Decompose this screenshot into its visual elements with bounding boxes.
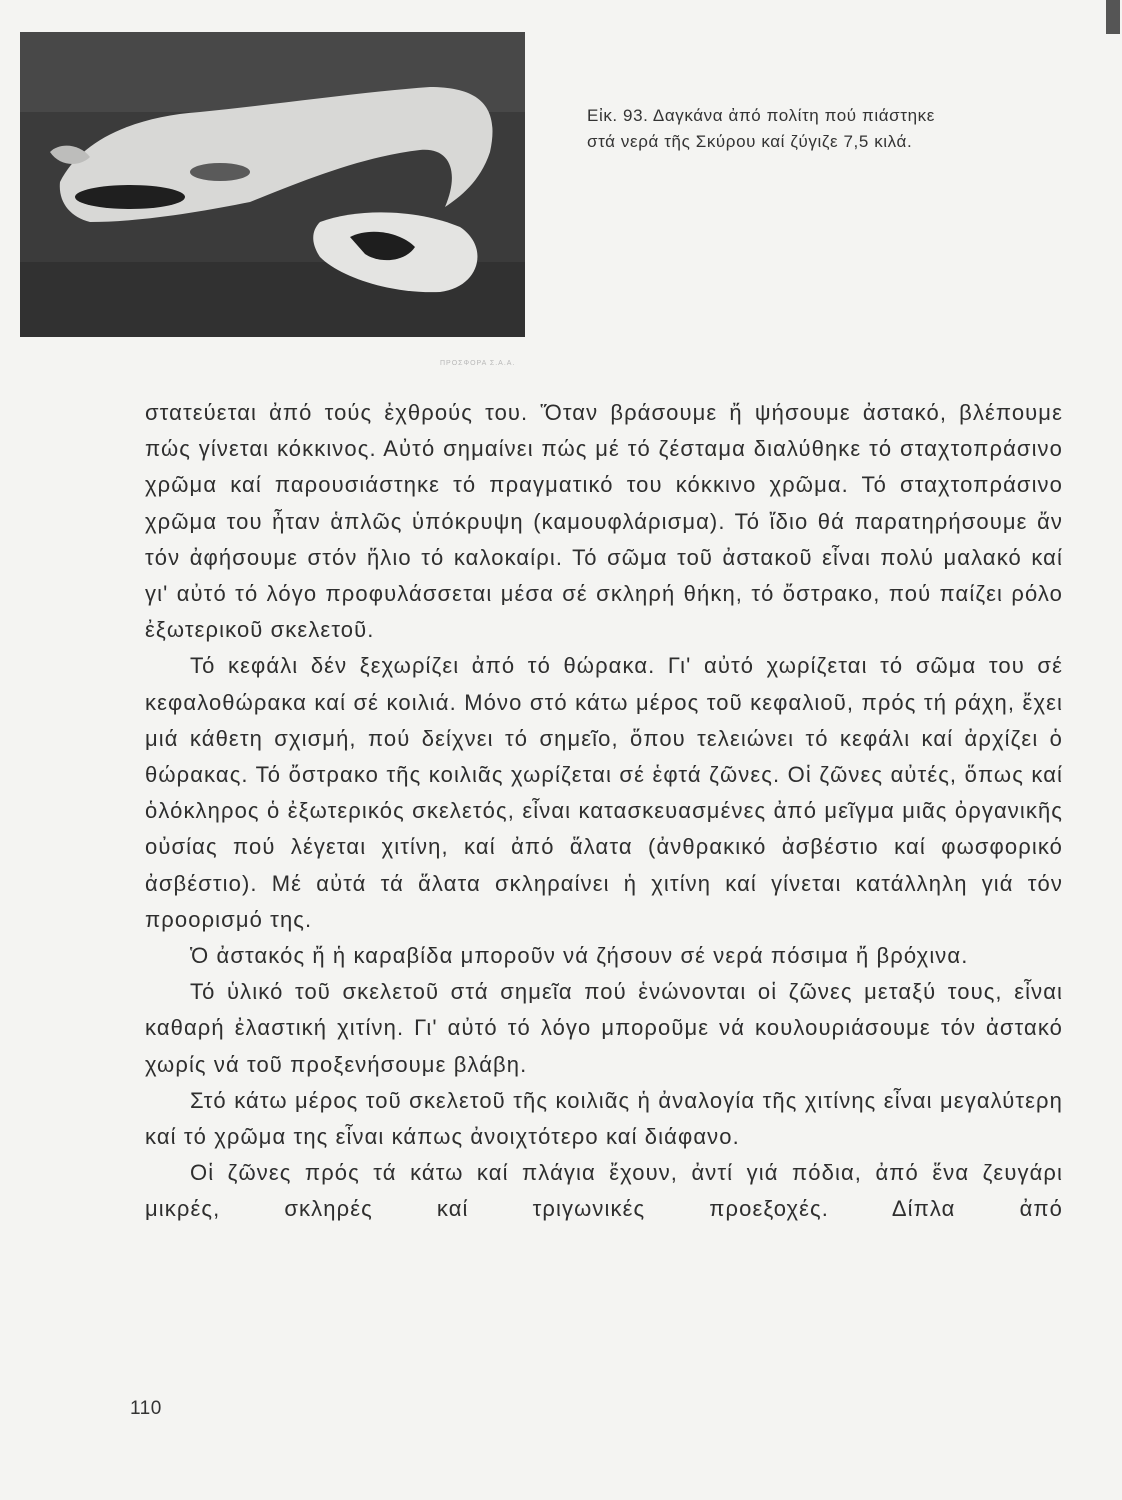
paragraph: Τό ὑλικό τοῦ σκελετοῦ στά σημεῖα πού ἑνώνονται οἱ ζῶνες μεταξύ τους, εἶναι καθαρή ἐλαστική χιτίνη. Γι' αὐτό τό λόγο μποροῦμε νά κουλουριάσουμε τόν ἀστακό χωρίς νά τοῦ προξενήσουμε βλάβη.	[145, 979, 1063, 1077]
scan-edge-mark	[1106, 0, 1120, 34]
paragraph: Στό κάτω μέρος τοῦ σκελετοῦ τῆς κοιλιᾶς ἡ ἀναλογία τῆς χιτίνης εἶναι μεγαλύτερη καί τό χρῶμα της εἶναι κάπως ἀνοιχτότερο καί διάφανο.	[145, 1087, 1063, 1150]
lobster-claw-photo	[20, 32, 525, 337]
photo-credit: ΠΡΟΣΦΟΡΑ Σ.Α.Α.	[440, 360, 516, 367]
paragraph: Τό κεφάλι δέν ξεχωρίζει ἀπό τό θώρακα. Γι' αὐτό χωρίζεται τό σῶμα του σέ κεφαλοθώρακα καί σέ κοιλιά. Μόνο στό κάτω μέρος τοῦ κεφαλιοῦ, πρός τή ράχη, ἔχει μιά κάθετη σχισμή, πού δείχνει τό σημεῖο, ὅπου τελειώνει τό κεφάλι καί ἀρχίζει ὁ θώρακας. Τό ὄστρακο τῆς κοιλιᾶς χωρίζεται σέ ἑφτά ζῶνες. Οἱ ζῶνες αὐτές, ὅπως καί ὁλόκληρος ὁ ἐξωτερικός σκελετός, εἶναι κατασκευασμένες ἀπό μεῖγμα μιᾶς ὀργανικῆς οὐσίας πού λέγεται χιτίνη, καί ἀπό ἅλατα (ἀνθρακικό ἀσβέστιο καί φωσφορικό ἀσβέστιο). Μέ αὐτά τά ἅλατα σκληραίνει ἡ χιτίνη καί γίνεται κατάλληλη γιά τόν προορισμό της.	[145, 653, 1063, 932]
lobster-claw-icon	[20, 32, 525, 337]
figure-caption	[587, 103, 1087, 155]
paragraph: Ὁ ἀστακός ἤ ἡ καραβίδα μποροῦν νά ζήσουν σέ νερά πόσιμα ἤ βρόχινα.	[190, 943, 969, 969]
paragraph: Οἱ ζῶνες πρός τά κάτω καί πλάγια ἔχουν, ἀντί γιά πόδια, ἀπό ἕνα ζευγάρι μικρές, σκληρές καί τριγωνικές προεξοχές. Δίπλα ἀπό	[145, 1160, 1063, 1222]
paragraph: στατεύεται ἀπό τούς ἐχθρούς του. Ὅταν βράσουμε ἤ ψήσουμε ἀστακό, βλέπουμε πώς γίνεται κόκκινος. Αὐτό σημαίνει πώς μέ τό ζέσταμα διαλύθηκε τό σταχτοπράσινο χρῶμα καί παρουσιάστηκε τό πραγματικό του κόκκινο χρῶμα. Τό σταχτοπράσινο χρῶμα του ἦταν ἁπλῶς ὑπόκρυψη (καμουφλάρισμα). Τό ἴδιο θά παρατηρήσουμε ἄν τόν ἀφήσουμε στόν ἥλιο τό καλοκαίρι. Τό σῶμα τοῦ ἀστακοῦ εἶναι πολύ μαλακό καί γι' αὐτό τό λόγο προφυλάσσεται μέσα σέ σκληρή θήκη, τό ὄστρακο, πού παίζει ρόλο ἐξωτερικοῦ σκελετοῦ.	[145, 400, 1063, 643]
page-number: 110	[130, 1398, 162, 1419]
caption-line: Εἰκ. 93. Δαγκάνα ἀπό πολίτη πού πιάστηκε	[587, 106, 935, 125]
caption-line: στά νερά τῆς Σκύρου καί ζύγιζε 7,5 κιλά.	[587, 132, 913, 151]
body-text	[145, 395, 1063, 1228]
